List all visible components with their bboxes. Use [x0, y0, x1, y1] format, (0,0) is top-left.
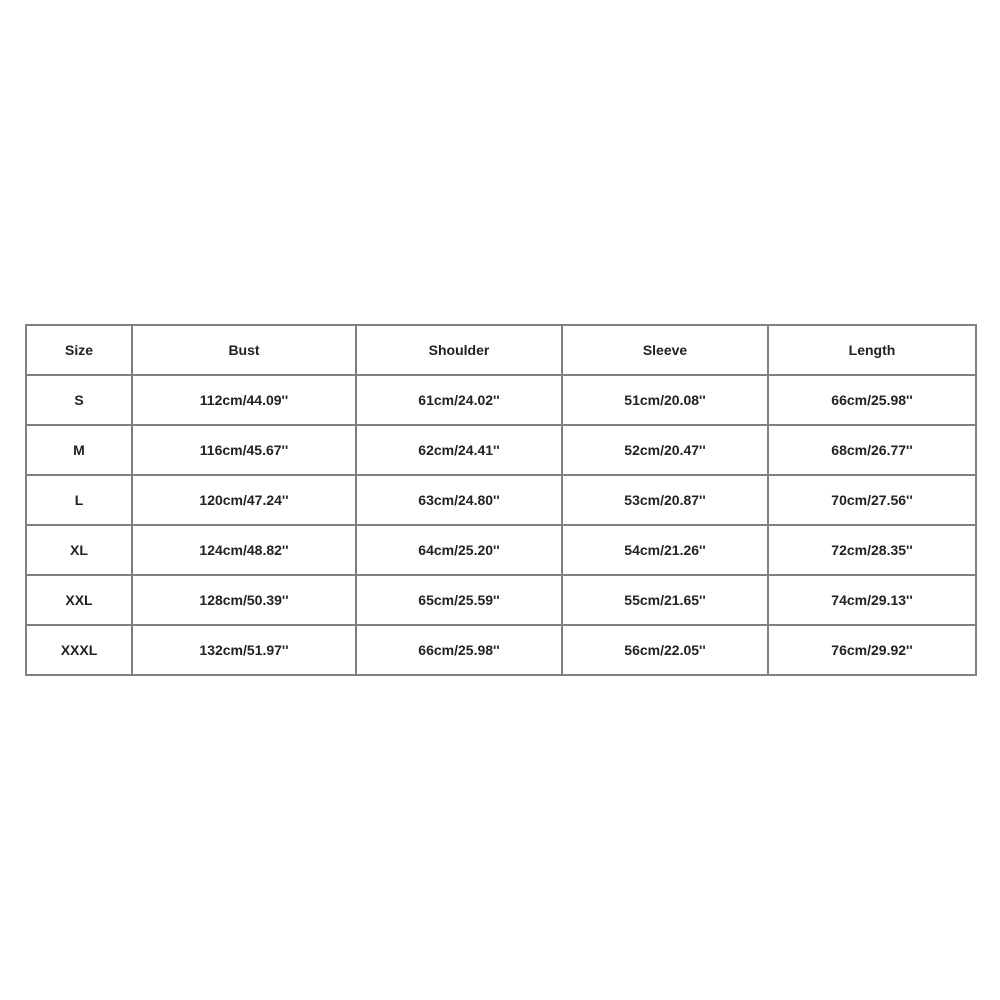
cell-shoulder: 66cm/25.98'': [356, 625, 562, 675]
table-row: [26, 475, 976, 525]
cell-sleeve: 53cm/20.87'': [562, 475, 768, 525]
cell-shoulder: 65cm/25.59'': [356, 575, 562, 625]
cell-size: M: [26, 425, 132, 475]
table-row: [26, 625, 976, 675]
cell-bust: 120cm/47.24'': [132, 475, 356, 525]
cell-length: 68cm/26.77'': [768, 425, 976, 475]
cell-sleeve: 54cm/21.26'': [562, 525, 768, 575]
cell-length: 74cm/29.13'': [768, 575, 976, 625]
cell-sleeve: 51cm/20.08'': [562, 375, 768, 425]
cell-shoulder: 62cm/24.41'': [356, 425, 562, 475]
table-row: [26, 525, 976, 575]
cell-size: XXXL: [26, 625, 132, 675]
header-bust: Bust: [132, 325, 356, 375]
table-row: [26, 575, 976, 625]
cell-shoulder: 64cm/25.20'': [356, 525, 562, 575]
table-row: [26, 425, 976, 475]
cell-bust: 132cm/51.97'': [132, 625, 356, 675]
cell-size: XXL: [26, 575, 132, 625]
cell-shoulder: 61cm/24.02'': [356, 375, 562, 425]
cell-size: XL: [26, 525, 132, 575]
header-shoulder: Shoulder: [356, 325, 562, 375]
header-length: Length: [768, 325, 976, 375]
cell-length: 72cm/28.35'': [768, 525, 976, 575]
cell-length: 70cm/27.56'': [768, 475, 976, 525]
cell-size: L: [26, 475, 132, 525]
cell-bust: 124cm/48.82'': [132, 525, 356, 575]
table-row: [26, 375, 976, 425]
size-chart-table: [25, 324, 977, 676]
cell-size: S: [26, 375, 132, 425]
header-row: [26, 325, 976, 375]
cell-length: 66cm/25.98'': [768, 375, 976, 425]
header-size: Size: [26, 325, 132, 375]
cell-bust: 128cm/50.39'': [132, 575, 356, 625]
cell-bust: 112cm/44.09'': [132, 375, 356, 425]
cell-sleeve: 55cm/21.65'': [562, 575, 768, 625]
cell-sleeve: 56cm/22.05'': [562, 625, 768, 675]
cell-shoulder: 63cm/24.80'': [356, 475, 562, 525]
cell-bust: 116cm/45.67'': [132, 425, 356, 475]
header-sleeve: Sleeve: [562, 325, 768, 375]
cell-sleeve: 52cm/20.47'': [562, 425, 768, 475]
cell-length: 76cm/29.92'': [768, 625, 976, 675]
